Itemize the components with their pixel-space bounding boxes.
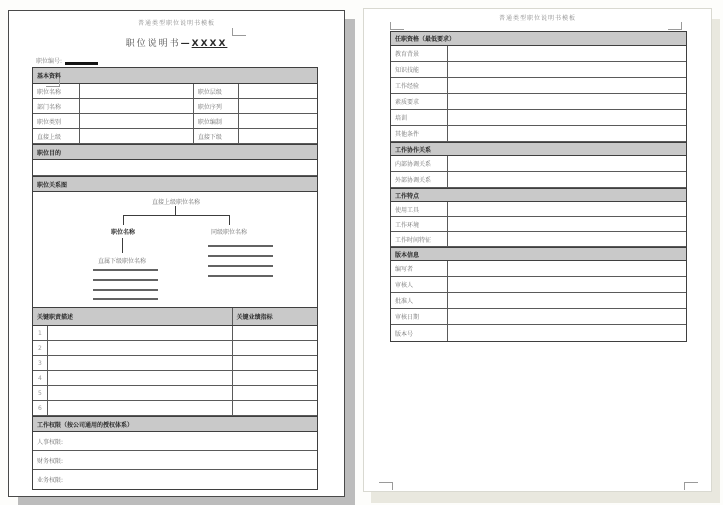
kpi-row-number: 5 [33,386,48,400]
kpi-row-number: 4 [33,371,48,385]
authority-row[interactable] [33,470,317,489]
basic-label: 职位编制 [194,114,239,128]
crop-mark [668,22,682,30]
table-row [33,160,317,176]
kpi-row-number: 6 [33,401,48,415]
basic-value-cell[interactable] [80,99,194,113]
basic-label: 直接下级 [194,129,239,143]
characteristics-label: 工作时间特征 [391,232,448,246]
kpi-desc-cell[interactable] [48,386,233,400]
org-chart-blank-line[interactable] [208,265,273,267]
basic-label: 职位序列 [194,99,239,113]
basic-label: 直接上级 [33,129,80,143]
kpi-row [33,341,317,356]
basic-label: 部门名称 [33,99,80,113]
table-row [391,110,686,126]
section-characteristics: 工作特点 [391,188,686,202]
crop-mark [684,482,698,490]
characteristics-label: 使用工具 [391,202,448,216]
basic-value-cell[interactable] [239,114,317,128]
basic-label: 职位层级 [194,84,239,98]
version-value-cell[interactable] [448,293,686,308]
kpi-indicator-cell[interactable] [233,356,317,370]
org-chart-superior-label: 直接上级职位名称 [151,199,201,206]
basic-value-cell[interactable] [80,129,194,143]
coordination-value-cell[interactable] [448,156,686,171]
kpi-header-row [33,308,317,326]
document-title [9,36,344,49]
table-row [33,84,317,99]
table-row [391,126,686,142]
org-chart-peer-label: 同级职位名称 [210,229,248,236]
org-chart-blank-line[interactable] [93,289,158,291]
table-row [391,261,686,277]
qualification-value-cell[interactable] [448,62,686,77]
table-row [391,325,686,341]
version-value-cell[interactable] [448,309,686,324]
characteristics-value-cell[interactable] [448,232,686,246]
table-row [33,99,317,114]
version-value-cell[interactable] [448,277,686,292]
section-relations: 职位关系图 [33,176,317,192]
org-chart-line [123,215,230,216]
qualification-value-cell[interactable] [448,110,686,125]
qualification-label: 素质要求 [391,94,448,109]
basic-value-cell[interactable] [80,84,194,98]
kpi-row [33,386,317,401]
org-chart-blank-line[interactable] [93,279,158,281]
org-chart-blank-line[interactable] [93,298,158,300]
kpi-row [33,401,317,416]
org-chart-position-label: 职位名称 [110,229,136,236]
table-row [391,78,686,94]
page-2 [363,8,712,492]
basic-label: 职位类别 [33,114,80,128]
section-purpose: 职位目的 [33,144,317,160]
characteristics-value-cell[interactable] [448,202,686,216]
qualification-value-cell[interactable] [448,126,686,141]
basic-value-cell[interactable] [239,129,317,143]
qualification-label: 工作经验 [391,78,448,93]
table-row [33,114,317,129]
table-row [391,277,686,293]
crop-mark [390,22,404,30]
qualification-value-cell[interactable] [448,78,686,93]
version-value-cell[interactable] [448,325,686,341]
authority-row[interactable] [33,432,317,451]
basic-value-cell[interactable] [80,114,194,128]
table-row [391,232,686,247]
authority-label: 业务权限: [37,477,64,484]
version-label: 编写者 [391,261,448,276]
kpi-col1-header: 关键职责描述 [33,308,233,325]
section-authority: 工作权限（按公司通用的授权体系） [33,416,317,432]
coordination-value-cell[interactable] [448,172,686,187]
org-chart-line [122,238,123,253]
table-row [33,129,317,144]
org-chart-line [229,215,230,225]
table-row [391,172,686,188]
version-label: 审核日期 [391,309,448,324]
qualification-label: 其他条件 [391,126,448,141]
kpi-indicator-cell[interactable] [233,401,317,415]
kpi-indicator-cell[interactable] [233,386,317,400]
characteristics-label: 工作环境 [391,217,448,231]
org-chart-blank-line[interactable] [93,269,158,271]
org-chart [33,192,317,308]
authority-label: 人事权限: [37,438,64,446]
basic-value-cell[interactable] [239,99,317,113]
table-row [391,46,686,62]
position-number-line[interactable] [65,62,98,65]
kpi-desc-cell[interactable] [48,356,233,370]
qualification-label: 知识技能 [391,62,448,77]
version-value-cell[interactable] [448,261,686,276]
qualification-value-cell[interactable] [448,94,686,109]
kpi-desc-cell[interactable] [48,326,233,340]
basic-label: 职位名称 [33,84,80,98]
kpi-row-number: 1 [33,326,48,340]
kpi-desc-cell[interactable] [48,371,233,385]
org-chart-blank-line[interactable] [208,275,273,277]
qualification-label: 培训 [391,110,448,125]
crop-mark [232,28,246,36]
coordination-label: 外部协调关系 [391,172,448,187]
kpi-desc-cell[interactable] [48,341,233,355]
qualification-label: 教育背景 [391,46,448,61]
section-basic-info: 基本资料 [33,68,317,84]
basic-value-cell[interactable] [239,84,317,98]
coordination-label: 内部协调关系 [391,156,448,171]
position-number-label: 职位编号: [36,58,63,65]
kpi-indicator-cell[interactable] [233,341,317,355]
position-number-row [36,55,344,65]
purpose-value-cell[interactable] [33,160,317,175]
section-version: 版本信息 [391,247,686,261]
table-row [391,217,686,232]
section-qualification: 任职资格（最低要求） [391,32,686,46]
crop-mark [46,79,60,87]
version-label: 审核人 [391,277,448,292]
table-row [391,309,686,325]
document-title-code: XXXX [191,39,228,49]
kpi-row-number: 2 [33,341,48,355]
qualification-value-cell[interactable] [448,46,686,61]
section-coordination: 工作协作关系 [391,142,686,156]
main-table [390,31,687,342]
table-row [391,94,686,110]
kpi-row [33,371,317,386]
kpi-row [33,356,317,371]
kpi-indicator-cell[interactable] [233,326,317,340]
version-label: 版本号 [391,325,448,341]
table-row [391,156,686,172]
main-table [32,67,318,490]
authority-label: 财务权限: [37,457,64,465]
table-row [391,62,686,78]
table-row [391,202,686,217]
kpi-row [33,326,317,341]
org-chart-blank-line[interactable] [208,245,273,247]
document-title-dash: — [180,39,192,49]
authority-row[interactable] [33,451,317,470]
org-chart-line [175,206,176,215]
org-chart-blank-line[interactable] [208,255,273,257]
org-chart-subordinate-label: 直属下级职位名称 [97,258,147,265]
page-header-text: 普通类型职位说明书模板 [137,20,215,27]
crop-mark [379,482,393,490]
org-chart-line [123,215,124,225]
page-header-text: 普通类型职位说明书模板 [498,15,576,22]
kpi-desc-cell[interactable] [48,401,233,415]
kpi-row-number: 3 [33,356,48,370]
kpi-indicator-cell[interactable] [233,371,317,385]
kpi-col2-header: 关键业绩指标 [233,308,317,325]
table-row [391,293,686,309]
characteristics-value-cell[interactable] [448,217,686,231]
document-title-main: 职位说明书 [125,39,181,49]
version-label: 批准人 [391,293,448,308]
